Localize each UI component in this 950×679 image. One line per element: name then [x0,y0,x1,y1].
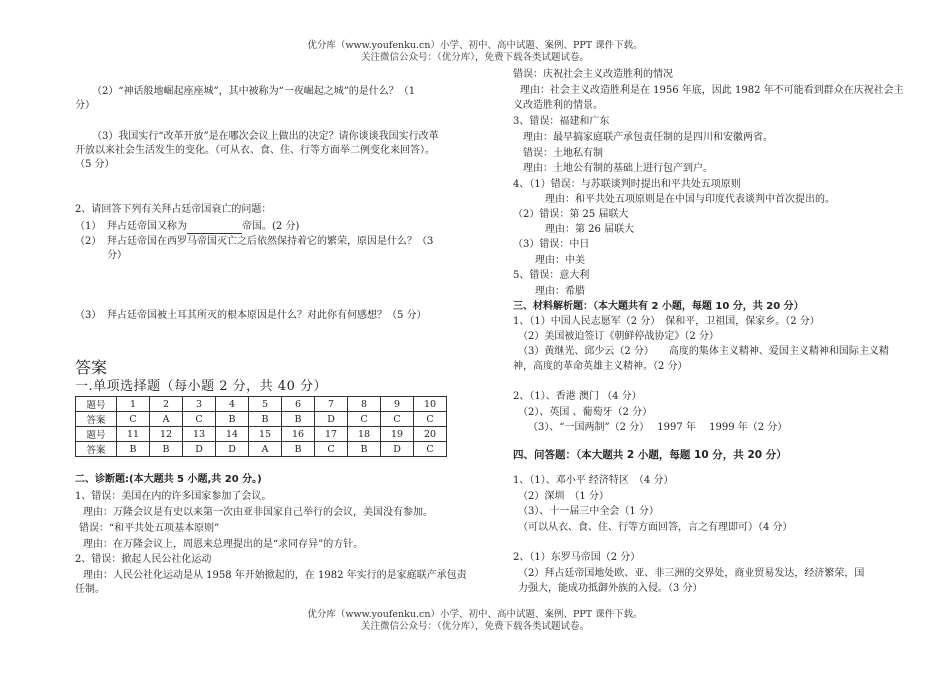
part2-q2-line1: 拜占廷帝国在西罗马帝国灭亡之后依然保持着它的繁荣，原因是什么？（3 [107,236,434,247]
right-line-13: 理由：中美 [535,255,585,266]
right-line-15: 理由：希腊 [535,286,585,297]
table-cell: 17 [315,427,348,442]
section3-title: 三、材料解析题：（本大题共有 2 小题，每题 10 分，共 20 分） [513,301,804,312]
part2-q2-line2: 分） [107,250,127,261]
diag2-reason-line2: 任制。 [75,584,105,595]
table-cell: 题号 [76,397,117,412]
table-cell: 7 [315,397,348,412]
table-cell: D [216,442,249,457]
table-cell: B [282,442,315,457]
material-6: （2）、英国 、葡萄牙（2 分） [518,407,653,418]
right-line-9: 理由：和平共处五项原则是在中国与印度代表谈判中首次提出的。 [545,194,835,205]
answer-title: 答案 [75,358,108,377]
table-cell: D [315,412,348,427]
part2-q1-num: （1） [75,221,102,232]
material-3: （3）黄继光、邱少云（2 分） 高度的集体主义精神、爱国主义精神和国际主义精 [518,346,889,357]
material-4: 神，高度的革命英雄主义精神。（2 分） [513,361,688,372]
part2-q1 [107,220,299,234]
material-2: （2）美国被迫签订《朝鲜停战协定》（2 分） [518,331,719,342]
qa-1: 1、（1）、邓小平 经济特区 （4 分） [513,475,674,486]
qa-4: （可以从衣、食、住、行等方面回答，言之有理即可）（4 分） [518,522,793,533]
table-cell: 答案 [76,412,117,427]
section1-title: 一.单项选择题（每小题 2 分，共 40 分） [75,379,327,394]
material-5: 2、（1）、香港 澳门 （4 分） [513,391,642,402]
table-cell: C [348,412,381,427]
right-line-2: 理由：社会主义改造胜利是在 1956 年底，因此 1982 年不可能看到群众在庆祝社会主 [520,85,904,96]
table-cell: B [249,412,282,427]
qa-2: （2）深圳 （1 分） [518,491,609,502]
section4-title: 四、问答题：（本大题共 2 小题，每题 10 分，共 20 分） [513,449,787,461]
table-row [76,412,447,427]
table-cell: C [117,412,150,427]
table-cell: D [381,442,414,457]
table-cell: 13 [183,427,216,442]
right-line-12: （3）错误：中日 [513,239,590,250]
table-cell: B [150,442,183,457]
right-line-10: （2）错误：第 25 届联大 [513,209,629,220]
page-footer-line2: 关注微信公众号：（优分库），免费下载各类试题试卷。 [360,621,589,632]
material-7: （3）、“一国两制”（2 分） 1997 年 1999 年（2 分） [528,422,788,433]
table-cell: 2 [150,397,183,412]
table-cell: 14 [216,427,249,442]
part2-q3-num: （3） [75,310,102,321]
q3-line3: （5 分） [75,159,115,170]
part2-q3-text: 拜占廷帝国被土耳其所灭的根本原因是什么？对此你有何感想？（5 分） [107,310,427,321]
part2-q1-text-a: 拜占廷帝国又称为 [107,221,187,232]
diag1-reason: 理由：万隆会议是有史以来第一次由亚非国家自己举行的会议，美国没有参加。 [83,507,433,518]
table-cell: C [414,412,447,427]
table-cell: 11 [117,427,150,442]
part2-q1-text-b: 帝国。(2 分) [242,221,300,232]
table-cell: 20 [414,427,447,442]
material-1: 1、（1）中国人民志愿军（2 分） 保和平，卫祖国，保家乡。（2 分） [513,316,820,327]
right-line-5: 理由：最早搞家庭联产承包责任制的是四川和安徽两省。 [523,132,773,143]
diag2-reason-line1: 理由：人民公社化运动是从 1958 年开始掀起的，在 1982 年实行的是家庭联产承包责 [83,570,467,581]
page-header-line2: 关注微信公众号：（优分库），免费下载各类试题试卷。 [360,52,589,63]
table-cell: 9 [381,397,414,412]
right-line-4: 3、错误：福建和广东 [513,116,610,127]
table-cell: C [315,442,348,457]
table-cell: B [216,412,249,427]
table-cell: 5 [249,397,282,412]
table-cell: A [249,442,282,457]
table-cell: 8 [348,397,381,412]
table-cell: 4 [216,397,249,412]
q2-line2: 分） [75,100,95,111]
page-header-line1: 优分库（www.youfenku.cn）小学、初中、高中试题、案例、PPT 课件下载。 [307,40,643,51]
right-line-6: 错误：土地私有制 [523,148,603,159]
right-line-14: 5、错误：意大利 [513,270,590,281]
table-cell: B [117,442,150,457]
diag2: 2、错误：掀起人民公社化运动 [75,554,212,565]
table-cell: 1 [117,397,150,412]
table-cell: 16 [282,427,315,442]
qa-5: 2、（1）东罗马帝国（2 分） [513,552,641,563]
table-cell: 答案 [76,442,117,457]
page-footer-line1: 优分库（www.youfenku.cn）小学、初中、高中试题、案例、PPT 课件下载。 [307,609,643,620]
qa-7: 力强大，能成功抵御外族的入侵。（3 分） [518,583,703,594]
table-cell: 题号 [76,427,117,442]
diag1-reason2: 理由：在万隆会议上，周恩来总理提出的是“求同存异”的方针。 [83,539,364,550]
table-cell: 18 [348,427,381,442]
table-cell: 12 [150,427,183,442]
table-cell: B [348,442,381,457]
diag1: 1、错误：美国在内的许多国家参加了会议。 [75,491,272,502]
diag1-error2: 错误：“和平共处五项基本原则” [79,523,220,534]
table-cell: 15 [249,427,282,442]
table-cell: 6 [282,397,315,412]
table-cell: B [282,412,315,427]
table-cell: 19 [381,427,414,442]
table-cell: D [183,442,216,457]
right-line-3: 义改造胜利的情景。 [513,100,603,111]
table-cell: C [414,442,447,457]
right-line-8: 4、（1）错误：与苏联谈判时提出和平共处五项原则 [513,179,741,190]
table-cell: 3 [183,397,216,412]
q3-line1: （3）我国实行“改革开放”是在哪次会议上做出的决定？请你谈谈我国实行改革 [92,131,439,142]
table-cell: C [381,412,414,427]
qa-3: （3）、十一届三中全会（1 分） [518,506,659,517]
answer-blank [187,223,242,234]
answer-table [75,396,447,457]
table-cell: A [150,412,183,427]
right-line-11: 理由：第 26 届联大 [545,224,635,235]
table-row [76,442,447,457]
table-cell: C [183,412,216,427]
qa-6: （2）拜占廷帝国地处欧、亚、非三洲的交界处，商业贸易发达，经济繁荣，国 [518,568,865,579]
table-row [76,427,447,442]
part2-q2-num: （2） [75,236,102,247]
table-cell: 10 [414,397,447,412]
right-line-1: 错误：庆祝社会主义改造胜利的情况 [513,69,673,80]
table-row [76,397,447,412]
section2-title: 二、诊断题:(本大题共 5 小题,共 20 分。) [75,474,262,485]
q2-line1: （2）“神话般地崛起座座城”，其中被称为“一夜崛起之城”的是什么？（1 [92,86,416,97]
part2-intro: 2、请回答下列有关拜占廷帝国衰亡的问题： [75,204,272,215]
right-line-7: 理由：土地公有制的基础上进行包产到户。 [523,163,713,174]
q3-line2: 开放以来社会生活发生的变化。（可从衣、食、住、行等方面举二例变化来回答）。 [75,145,435,156]
